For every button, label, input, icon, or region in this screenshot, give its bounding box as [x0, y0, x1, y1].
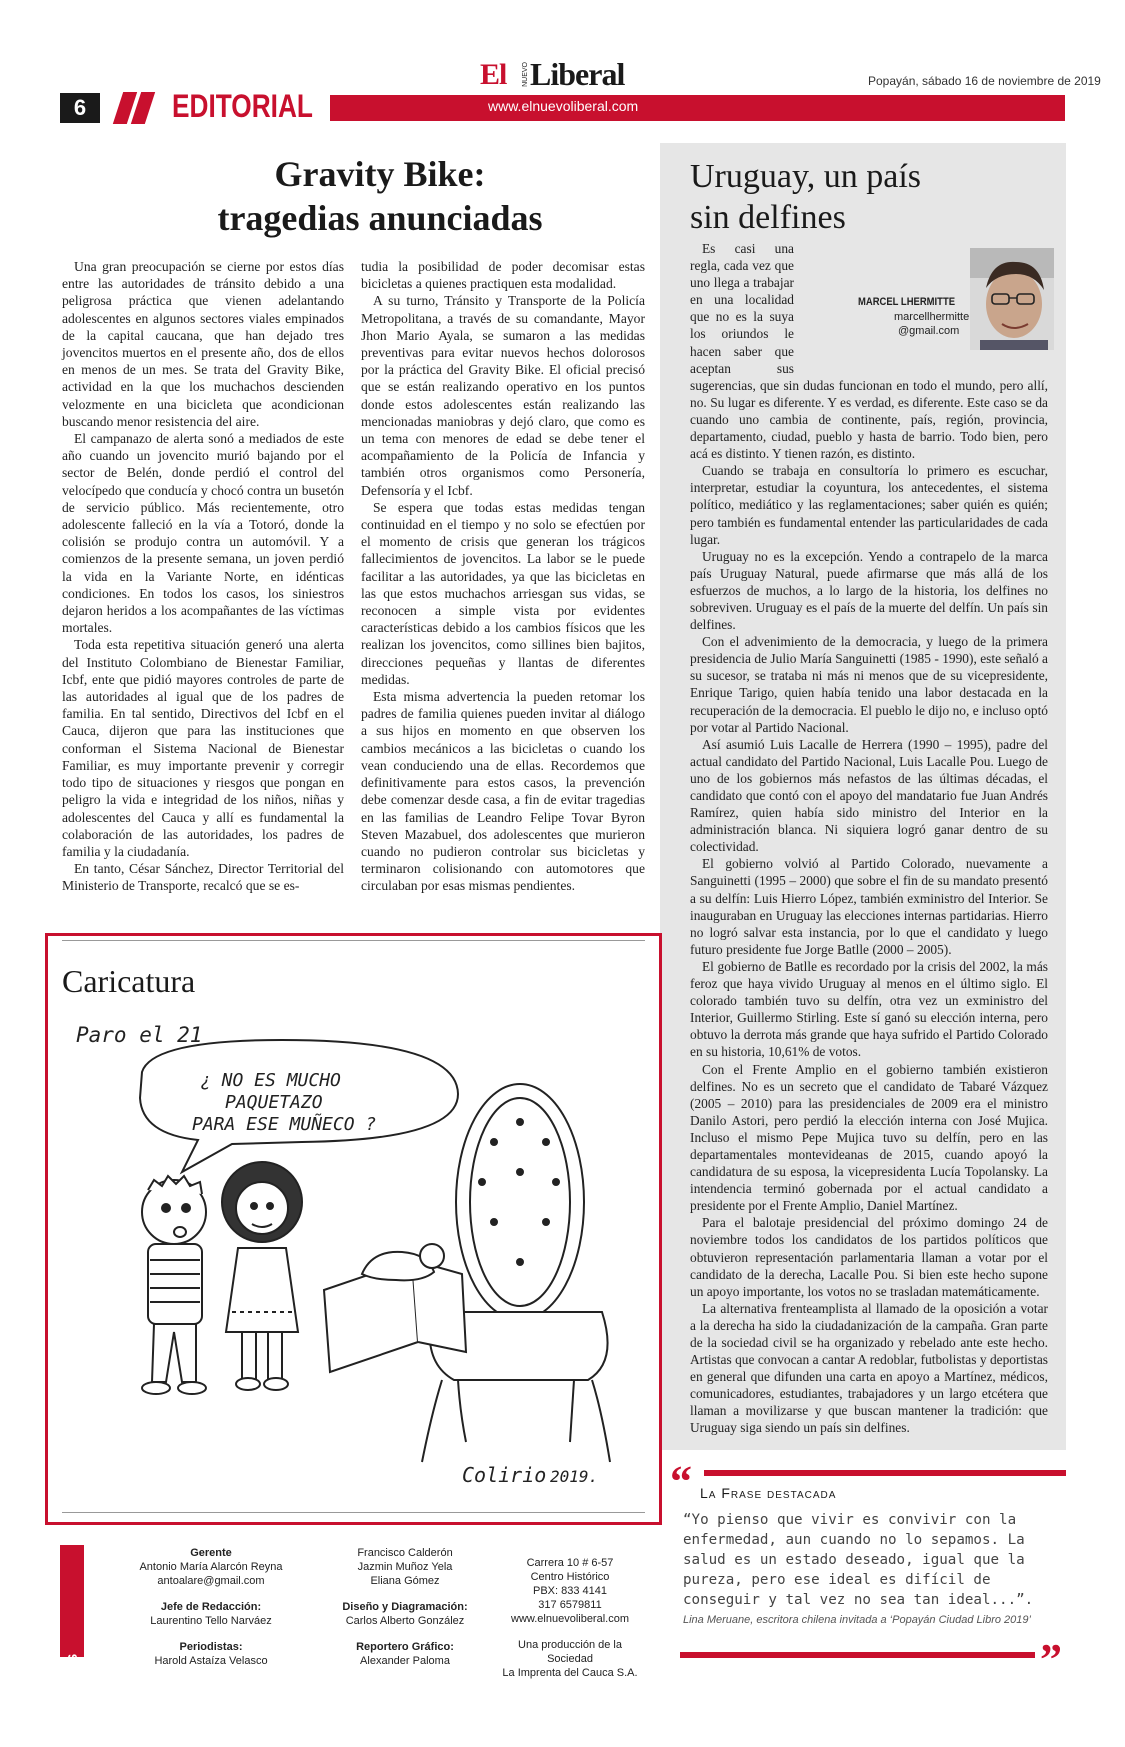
opinion-title-line1: Uruguay, un país — [690, 158, 922, 195]
website[interactable]: www.elnuevoliberal.com — [511, 1613, 629, 1625]
staff-column-1 — [102, 1546, 320, 1668]
pbx: PBX: 833 4141 — [532, 1585, 607, 1597]
cartoon-year: 2019. — [550, 1467, 599, 1486]
staff-label: Gerente — [190, 1547, 232, 1559]
divider — [62, 1512, 645, 1513]
quote-label: La Frase destacada — [700, 1485, 837, 1501]
quote-bar-bottom — [680, 1652, 1035, 1658]
staff-name: Eliana Gómez — [370, 1575, 440, 1587]
section-title: EDITORIAL — [172, 88, 313, 124]
paragraph: Es casi una regla, cada vez que uno llega a trabajar en una localidad que no es la suya los oriundos le hacen saber que aceptan sus sugerencias, que sin dudas funcionan en todo el mundo, pero allí, no. Su lugar es diferente. Y es verdad, es diferente. Este caso se da cuando uno cambia de continente, país, región, provincia, departamento, ciudad, pueblo y hasta de barrio. Todo bien, pero acá es distinto. Y tienen razón, es distinto. — [690, 241, 1048, 462]
staff-name: Jazmin Muñoz Yela — [357, 1561, 453, 1573]
address-line: Carrera 10 # 6-57 — [526, 1557, 614, 1569]
bubble-line-1: ¿ NO ES MUCHO — [200, 1070, 341, 1091]
staff-label: Jefe de Redacción: — [160, 1601, 262, 1613]
cartoon-caption: Paro el 21 — [76, 1023, 203, 1047]
dateline: Popayán, sábado 16 de noviembre de 2019 — [868, 74, 1101, 88]
nosotros-tab — [60, 1545, 84, 1729]
phone: 317 6579811 — [538, 1599, 602, 1611]
producer-line: La Imprenta del Cauca S.A. — [502, 1667, 638, 1679]
editorial-title-line1: Gravity Bike: — [274, 154, 486, 194]
paragraph: En tanto, César Sánchez, Director Territorial del Ministerio de Transporte, recalcó que se es- — [62, 861, 344, 894]
staff-name: Laurentino Tello Narváez — [150, 1615, 272, 1627]
contact-column — [495, 1556, 645, 1680]
address-line: Centro Histórico — [530, 1571, 610, 1583]
editorial-title — [130, 152, 630, 240]
paragraph: A su turno, Tránsito y Transporte de la Policía Metropolitana, a través de su comandante, Mayor Jhon Mario Ayala, se sumaron a las medidas preventivas para evitar nuevos hechos dolorosos por la práctica del Gravity Bike. El oficial precisó que se están realizando operativo en los puntos donde estos adolescentes están realizando las mencionadas maniobras y dejó claro, que como es un tema con menores de edad se debe tener el acompañamiento de la Policía de Infancia y también otros organismos como Personería, Defensoría y el Icbf. — [361, 293, 645, 498]
staff-column-2 — [300, 1546, 510, 1668]
staff-name: Francisco Calderón — [357, 1547, 453, 1559]
logo-liberal: Liberal — [530, 56, 625, 92]
header-red-bar — [330, 95, 1065, 121]
quote-bar-top — [704, 1470, 1066, 1476]
page-number: 6 — [60, 93, 100, 123]
girl-figure — [222, 1162, 302, 1390]
paragraph: Uruguay no es la excepción. Yendo a contrapelo de la marca país Uruguay Natural, puede afirmarse que más allá de los esfuerzos de muchos, a lo largo de la historia, los delfines no sobreviven. Uruguay es el país de la muerte del delfín. Un país sin delfines. — [690, 548, 1048, 633]
cartoon-illustration — [62, 1012, 645, 1504]
paragraph: Toda esta repetitiva situación generó una alerta del Instituto Colombiano de Bienestar Familiar, Icbf, ente que pidió mayores controles de parte de las autoridades al igual que de los padres de familia. En tal sentido, Directivos del Icbf en el Cauca, dijeron que para las instituciones que conforman el Sistema Nacional de Bienestar Familiar, es muy importante prevenir y corregir todo tipo de situaciones y riesgos que pongan en peligro la vida e integridad de los niños, niñas y adolescentes del Cauca y allí es fundamental la colaboración de las autoridades, los padres de familia y la ciudadanía. — [62, 637, 344, 859]
author-photo — [970, 248, 1054, 350]
paragraph: El gobierno volvió al Partido Colorado, nuevamente a Sanguinetti (1995 – 2000) que sobre el fin de su mandato presentó a su delfín: Luis Hierro López, también exministro del Interior. Se inauguraban en Uruguay las elecciones internas partidarias. Hierro no logró salvar esta instancia, por lo que el candidato y luego futuro presidente fue Jorge Batlle (2000 – 2005). — [690, 856, 1048, 957]
divider — [62, 940, 645, 941]
armchair-figure — [324, 1084, 610, 1462]
staff-name: Alexander Paloma — [360, 1655, 450, 1667]
opinion-title — [690, 156, 970, 238]
staff-label: Reportero Gráfico: — [356, 1641, 454, 1653]
author-email[interactable]: marcellhermitte — [894, 311, 970, 323]
paragraph: El campanazo de alerta sonó a mediados de este año cuando un jovencito murió bajando por el sector de Belén, donde perdió el control del velocípedo que conducía y chocó contra un busetón de servicio público. Más recientemente, otro adolescente falleció en la vía a Totoró, donde la colisión se produjo contra un automóvil. Y a comienzos de la presente semana, un joven perdió la vida en la Variante Norte, en idénticas condiciones. En todos los casos, los siniestros dejaron heridos a los acompañantes de las víctimas mortales. — [62, 431, 344, 636]
paragraph: El gobierno de Batlle es recordado por la crisis del 2002, la más feroz que haya vivido Uruguay al menos en el último siglo. El colorado también tuvo su delfín, otra vez un exministro del Interior, Guillermo Stirling. Este sí ganó su elección interna, pero obtuvo la derrota más grande que haya sufrido el Partido Colorado en su historia, 10,61% de votos. — [690, 958, 1048, 1060]
paragraph: Así asumió Luis Lacalle de Herrera (1990 – 1995), padre del actual candidato del Partido Nacional, Luis Lacalle Pou. Luego de uno de los gobiernos más nefastos de las últimas décadas, el candidato que contó con el apoyo del mandatario fue Juan Andrés Ramírez, quien había sido ministro del Interior en la administración blanca. Ni siquiera logró ganar dentro de su colectividad. — [690, 736, 1048, 855]
logo-nuevo: NUEVO — [522, 62, 529, 87]
site-url[interactable]: www.elnuevoliberal.com — [488, 98, 639, 114]
bubble-line-2: PAQUETAZO — [225, 1092, 323, 1113]
producer-line: Una producción de la Sociedad — [518, 1639, 622, 1665]
paragraph: Una gran preocupación se cierne por estos días entre las autoridades de tránsito debido a una peligrosa práctica que vienen adelantando adolescentes en algunos sectores viales empinados de la capital caucana, que han dejado tres jovencitos muertos en el presente año, dos de ellos en menos de un mes. Se trata del Gravity Bike, actividad en la que los muchachos descienden velozmente en una bicicleta que acondicionan buscando menor resistencia del aire. — [62, 259, 344, 429]
quote-attribution: Lina Meruane, escritora chilena invitada a ‘Popayán Ciudad Libro 2019’ — [683, 1614, 1031, 1626]
editorial-column-2 — [361, 258, 645, 895]
author-email-domain[interactable]: @gmail.com — [898, 325, 960, 337]
bubble-line-3: PARA ESE MUÑECO ? — [192, 1114, 377, 1135]
staff-name: Carlos Alberto González — [345, 1615, 465, 1627]
paragraph: Con el advenimiento de la democracia, y luego de la primera presidencia de Julio María Sanguinetti (1985 - 1990), este señaló a su sucesor, se trataba ni más ni menos que de su vicepresidente, Enrique Tarigo, quien había tenido una labor destacada en la recuperación de la democracia. El pueblo le dijo no, e incluso optó por votar al Partido Nacional. — [690, 634, 1048, 735]
paragraph: Se espera que todas estas medidas tengan continuidad en el tiempo y no solo se efectúen por el momento de crisis que generan los trágicos fallecimientos de jovencitos. La labor se le puede facilitar a las autoridades, ya que las bicicletas en las que estos muchachos arriesgan sus vidas, se reconocen a simple vista por evidentes características debido a los cambios físicos que les realizan los jovencitos, como sillines bien bajitos, direcciones pequeñas y llantas de diferentes medidas. — [361, 499, 645, 687]
logo-el: El — [480, 58, 507, 91]
caricatura-title: Caricatura — [62, 963, 196, 999]
opinion-body — [690, 240, 1048, 1437]
paragraph: Esta misma advertencia la pueden retomar los padres de familia quienes pueden invitar al diálogo a sus hijos en momento en que observen los cambios mecánicos a las bicicletas o cuando los vean conduciendo una de ellas. Recordemos que definitivamente para estos casos, la prevención debe comenzar desde casa, a fin de evitar tragedias en las familias de Leandro Felipe Tovar Byron Steven Mazabuel, dos adolescentes que murieron cuando no pudieron controlar sus bicicletas y terminaron colisionando con automotores que circulaban por esas mismas pendientes. — [361, 689, 645, 894]
paragraph: Cuando se trabaja en consultoría lo primero es escuchar, interpretar, estudiar la coyuntura, los antecedentes, el sistema político, mediático y las reglamentaciones; saber quién es quién; pero también es fundamental entender las particularidades de cada lugar. — [690, 463, 1048, 547]
editorial-column-1 — [62, 258, 344, 895]
staff-label: Diseño y Diagramación: — [342, 1601, 468, 1613]
quote-close-mark: ” — [1040, 1635, 1062, 1684]
author-name: MARCEL LHERMITTE — [858, 296, 956, 308]
staff-label: Periodistas: — [179, 1641, 243, 1653]
cartoon-signature: Colirio — [462, 1463, 547, 1487]
paragraph: La alternativa frenteamplista al llamado de la oposición a votar a la derecha ha sido la ciudadanización de la campaña. Gran parte de la sociedad civil se ha organizado y rebelado ante este hecho. Artistas que convocan a cantar A redoblar, futbolistas y deportistas en general que difunden una carta en apoyo a Martínez, médicos, comunicadores, estudiantes, trabajadores y un largo etcétera que llaman a movilizarse y que buscan mantener la tradición: que Uruguay siga siendo un país sin delfines. — [690, 1300, 1048, 1436]
staff-name: Harold Astaíza Velasco — [154, 1655, 268, 1667]
quote-open-mark: “ — [670, 1457, 692, 1506]
boy-figure — [142, 1176, 206, 1394]
paragraph: Para el balotaje presidencial del próximo domingo 24 de noviembre todos los candidatos de los partidos políticos que obtuvieron representación parlamentaria llaman a votar por el candidato de la derecha, Lacalle Pou. Si bien este hecho supone un apoyo importante, los votos no se trasladan matemáticamente. — [690, 1215, 1048, 1299]
editorial-title-line2: tragedias anunciadas — [217, 198, 543, 238]
paragraph: tudia la posibilidad de poder decomisar estas bicicletas a quienes practiquen esta modalidad. — [361, 259, 645, 292]
staff-email[interactable]: antoalare@gmail.com — [157, 1575, 265, 1587]
opinion-title-line2: sin delfines — [690, 199, 846, 236]
quote-text: “Yo pienso que vivir es convivir con la enfermedad, aun cuando no lo sepamos. La salud es un estado deseado, igual que la pureza, pero ese ideal es difícil de conseguir y tal vez no sea tan ideal...”. — [683, 1512, 1034, 1608]
paragraph: Con el Frente Amplio en el gobierno también existieron delfines. No es un secreto que el candidato de Tabaré Vázquez (2005 – 2010) para las presidenciales de 2009 era el ministro Danilo Astori, pero perdió la elección interna con José Mujica. Incluso el mismo Pepe Mujica tuvo su delfín, pero en las departamentales montevideanas de 2015, cuando apoyó la candidatura de su esposa, la vicepresidenta Lucía Topolansky. La intendencia terminó gobernada por el actual candidato a presidente por el Frente Amplio, Daniel Martínez. — [690, 1061, 1048, 1214]
nosotros-label: NOSOTROS — [65, 1653, 80, 1729]
staff-name: Antonio María Alarcón Reyna — [139, 1561, 283, 1573]
